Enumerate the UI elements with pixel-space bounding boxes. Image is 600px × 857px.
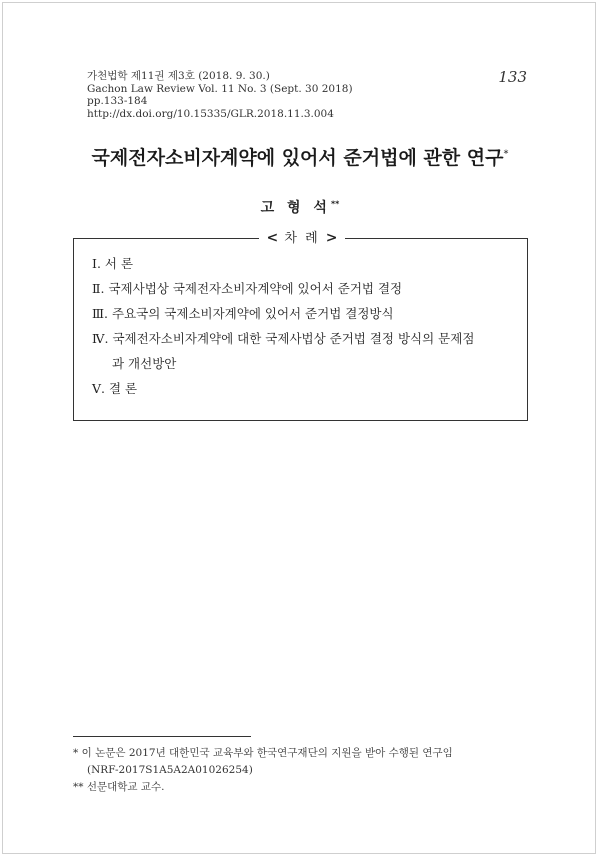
toc-item-number: Ⅴ. — [92, 381, 106, 396]
footnote-mark: * — [73, 747, 79, 759]
toc-item[interactable] — [92, 301, 517, 326]
right-angle-icon: > — [325, 230, 338, 246]
toc-item-number: Ⅳ. — [92, 331, 109, 346]
toc-item[interactable] — [92, 326, 517, 376]
toc-item[interactable] — [92, 276, 517, 301]
toc-heading — [259, 229, 345, 247]
left-angle-icon: < — [266, 230, 279, 246]
toc-item-text: 서 론 — [104, 256, 134, 271]
toc-item-number: Ⅱ. — [92, 281, 105, 296]
toc-heading-text: 차 례 — [284, 231, 320, 246]
footnote — [73, 779, 528, 796]
paper-title-text: 국제전자소비자계약에 있어서 준거법에 관한 연구 — [91, 147, 504, 169]
footnote — [73, 745, 528, 779]
page-number: 133 — [498, 68, 527, 86]
footnote-mark: ** — [73, 781, 84, 793]
footnote-text: 선문대학교 교수. — [86, 781, 165, 793]
footnote-text: 이 논문은 2017년 대한민국 교육부와 한국연구재단의 지원을 받아 수행된 연구임 — [81, 747, 453, 759]
journal-name-en: Gachon Law Review Vol. 11 No. 3 (Sept. 30 2018) — [87, 82, 353, 95]
toc-item-text: 주요국의 국제소비자계약에 있어서 준거법 결정방식 — [112, 306, 394, 321]
footnotes — [73, 745, 528, 796]
title-footnote-mark[interactable]: * — [503, 148, 509, 160]
author-name: 고 형 석 — [260, 200, 331, 216]
toc-list — [92, 251, 517, 401]
footnote-text-continued: (NRF-2017S1A5A2A01026254) — [87, 764, 253, 776]
toc-item-text: 결 론 — [109, 381, 138, 396]
doi-link[interactable]: http://dx.doi.org/10.15335/GLR.2018.11.3.004 — [87, 107, 334, 120]
journal-header — [87, 70, 353, 120]
table-of-contents — [73, 230, 528, 421]
author — [0, 197, 600, 217]
toc-item[interactable] — [92, 376, 517, 401]
journal-issue: 가천법학 제11권 제3호 (2018. 9. 30.) — [87, 70, 270, 82]
toc-item-text: 국제사법상 국제전자소비자계약에 있어서 준거법 결정 — [108, 281, 403, 296]
toc-item-number: Ⅰ. — [92, 256, 101, 271]
toc-item-number: Ⅲ. — [92, 306, 109, 321]
toc-item-text-continued: 과 개선방안 — [112, 356, 177, 371]
toc-item-text: 국제전자소비자계약에 대한 국제사법상 준거법 결정 방식의 문제점 — [112, 331, 475, 346]
author-footnote-mark[interactable]: ** — [330, 199, 340, 209]
page-border — [2, 2, 596, 854]
toc-item[interactable] — [92, 251, 517, 276]
paper-title — [0, 143, 600, 170]
footnote-divider — [73, 736, 251, 737]
page-range: pp.133-184 — [87, 95, 148, 107]
